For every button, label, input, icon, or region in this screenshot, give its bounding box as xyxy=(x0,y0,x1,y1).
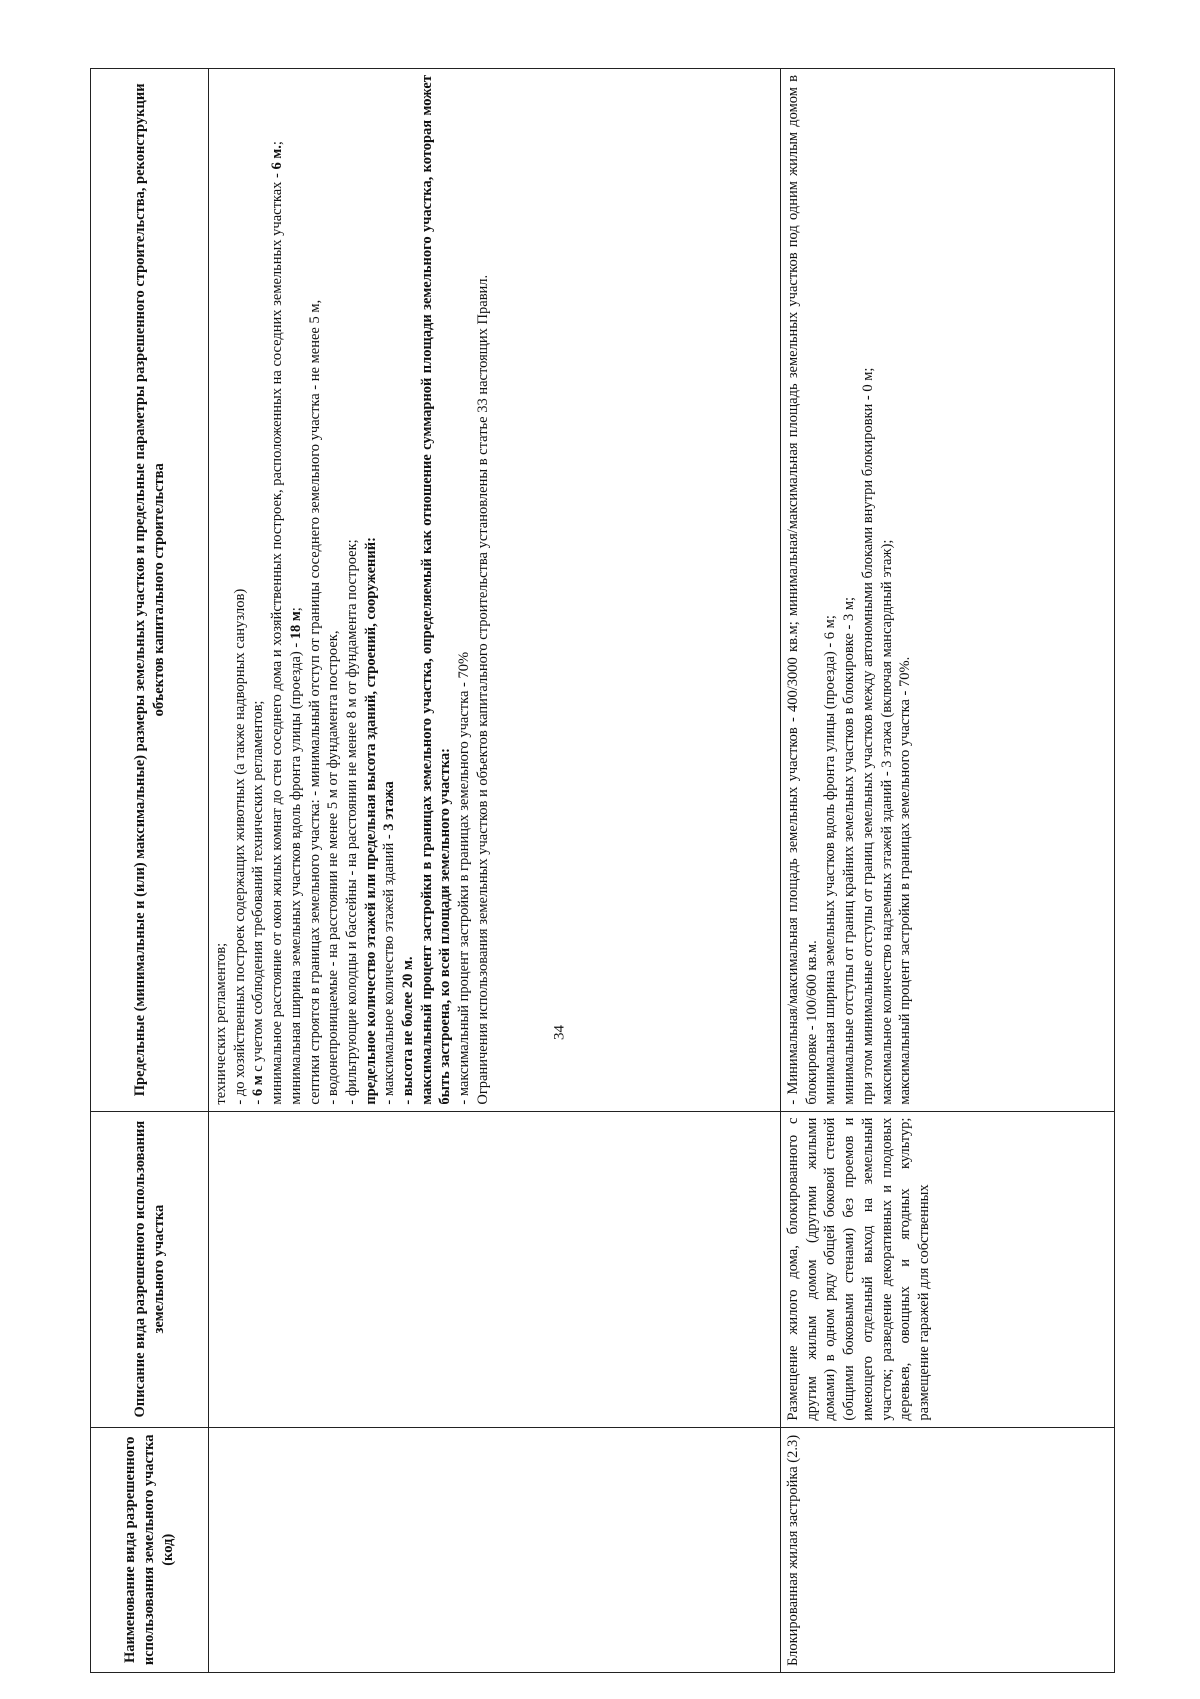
text: - максимальный процент застройки в границах земельного участка - 70% xyxy=(456,651,473,1105)
parameter-paragraph xyxy=(784,75,821,1105)
text: - Минимальная/максимальная площадь земельных участков - 400/3000 кв.м; минимальная/максимальная площадь земельных участков под одним жилым домом в блокировке - 100/600 кв.м. xyxy=(785,75,820,1105)
parameter-paragraph xyxy=(324,75,343,1105)
bold-text: 6 м xyxy=(250,1075,267,1097)
parameter-paragraph xyxy=(840,75,859,1105)
text: с учетом соблюдения требований технических регламентов; xyxy=(250,700,267,1076)
parameter-paragraph xyxy=(418,75,455,1105)
parameter-paragraph xyxy=(306,75,325,1105)
text: технических регламентов; xyxy=(213,942,229,1105)
text: - до хозяйственных построек содержащих животных (а также надворных санузлов) xyxy=(231,588,248,1105)
text: - xyxy=(250,1096,267,1105)
text: минимальное расстояние от окон жилых комнат до стен соседнего дома и хозяйственных построек, расположенных на соседних земельных участках - xyxy=(269,169,286,1105)
parameter-paragraph xyxy=(821,75,840,1105)
parameter-paragraph xyxy=(362,75,381,1105)
cell-use-type xyxy=(209,1427,781,1672)
table-row xyxy=(781,69,1115,1673)
parameter-paragraph xyxy=(474,75,493,1105)
parameter-paragraph xyxy=(287,75,306,1105)
parameter-paragraph xyxy=(212,75,231,1105)
header-use-type: Наименование вида разрешенного использования земельного участка (код) xyxy=(91,1427,209,1672)
zoning-regulations-table xyxy=(90,68,1115,1673)
text: септики строятся в границах земельного участка: - минимальный отступ от границы соседнего земельного участка - не менее 5 м, xyxy=(306,299,323,1105)
text: Ограничения использования земельных участков и объектов капитального строительства установлены в статье 33 настоящих Правил. xyxy=(474,274,491,1105)
cell-parameters xyxy=(209,69,781,1112)
parameter-paragraph xyxy=(343,75,362,1105)
bold-text: 3 этажа xyxy=(381,781,398,831)
text: - фильтрующие колодцы и бассейны - на расстоянии не менее 8 м от фундамента построек; xyxy=(343,539,360,1105)
text: - максимальное количество этажей зданий - xyxy=(381,830,398,1105)
header-parameters: Предельные (минимальные и (или) максимальные) размеры земельных участков и предельные параметры разрешенного строительства, реконструкции объектов капитального строительства xyxy=(91,69,209,1112)
parameter-paragraph xyxy=(249,75,268,1105)
parameter-paragraph xyxy=(859,75,878,1105)
page-number: 34 xyxy=(551,1025,568,1040)
text: максимальный процент застройки в границах земельного участка - 70%. xyxy=(897,656,914,1105)
parameter-paragraph xyxy=(380,75,399,1105)
text: минимальная ширина земельных участков вдоль фронта улицы (проезда) - xyxy=(287,639,304,1105)
cell-use-description: Размещение жилого дома, блокированного с другим жилым домом (другими жилыми домами) в одном ряду общей боковой стеной (общими боковыми стенами) без проемов и имеющего отдельный выход на земельный участок; разведение декоративных и плодовых деревьев, овощных и ягодных культур; размещение гаражей для собственных xyxy=(781,1111,1115,1427)
cell-use-type: Блокированная жилая застройка (2.3) xyxy=(781,1427,1115,1672)
table-header-row xyxy=(91,69,209,1673)
text: максимальное количество надземных этажей зданий - 3 этажа (включая мансардный этаж); xyxy=(878,539,895,1105)
bold-text: - высота не более 20 м. xyxy=(400,956,417,1105)
bold-text: 6 м. xyxy=(269,145,286,170)
bold-text: предельное количество этажей или предельная высота зданий, строений, сооружений: xyxy=(362,537,379,1105)
parameter-paragraph xyxy=(399,75,418,1105)
text: минимальные отступы от границ крайних земельных участков в блокировке - 3 м; xyxy=(841,596,858,1105)
parameter-paragraph xyxy=(231,75,250,1105)
cell-parameters xyxy=(781,69,1115,1112)
text: ; xyxy=(287,607,304,612)
cell-use-description xyxy=(209,1111,781,1427)
text: ; xyxy=(269,141,286,146)
text: при этом минимальные отступы от границ земельных участков между автономными блоками внутри блокировки - 0 м; xyxy=(859,367,876,1105)
rotated-page xyxy=(90,68,1115,1673)
header-use-description: Описание вида разрешенного использования земельного участка xyxy=(91,1111,209,1427)
table-row xyxy=(209,69,781,1673)
parameter-paragraph xyxy=(878,75,897,1105)
parameter-paragraph xyxy=(455,75,474,1105)
text: - водонепроницаемые - на расстоянии не менее 5 м от фундамента построек, xyxy=(325,630,342,1105)
bold-text: 18 м xyxy=(287,611,304,640)
parameter-paragraph xyxy=(896,75,915,1105)
text: минимальная ширина земельных участков вдоль фронта улицы (проезда) - 6 м; xyxy=(822,615,839,1105)
bold-text: максимальный процент застройки в границах земельного участка, определяемый как отношение суммарной площади земельного участка, которая может быть застроена, ко всей площади земельного участка: xyxy=(418,75,454,1105)
parameter-paragraph xyxy=(268,75,287,1105)
